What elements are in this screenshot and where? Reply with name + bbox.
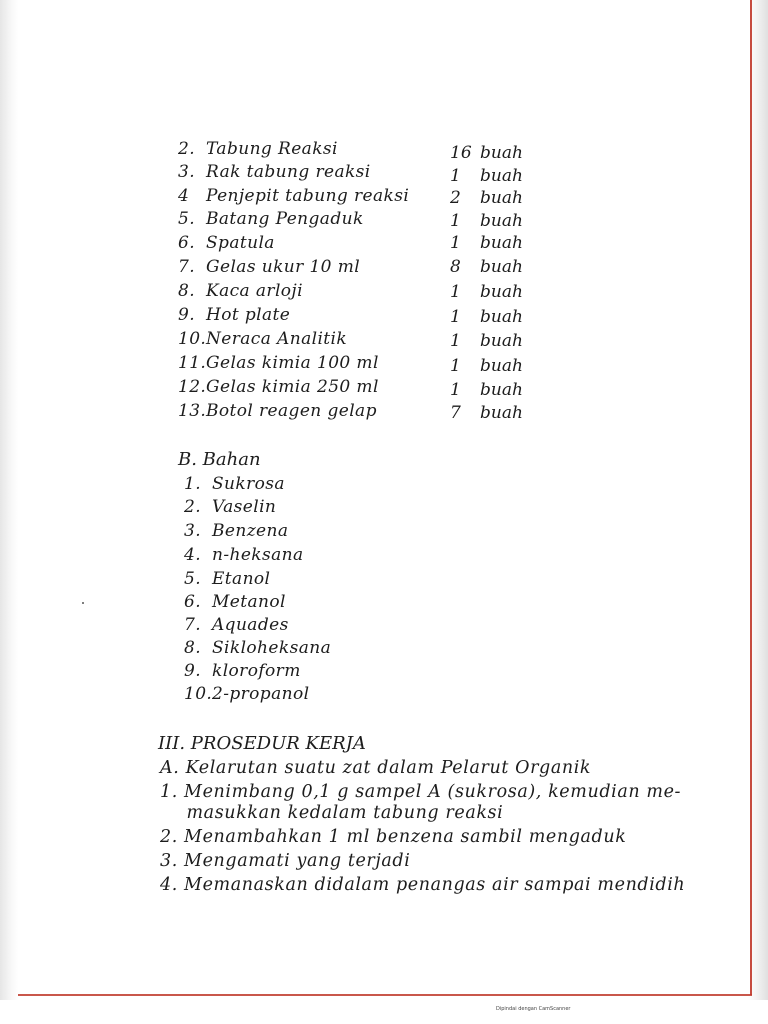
- bahan-item: 8. Sikloheksana: [184, 638, 332, 658]
- alat-qty: 1 buah: [450, 211, 523, 231]
- alat-item: 4 Penjepit tabung reaksi: [178, 186, 410, 206]
- alat-qty: 16 buah: [450, 143, 523, 163]
- alat-qty: 1 buah: [450, 331, 523, 351]
- alat-item: 11.Gelas kimia 100 ml: [178, 353, 379, 373]
- alat-item: 7. Gelas ukur 10 ml: [178, 257, 361, 277]
- alat-qty: 8 buah: [450, 257, 523, 277]
- alat-qty: 1 buah: [450, 307, 523, 327]
- scanner-watermark: Dipindai dengan CamScanner: [496, 1006, 571, 1012]
- prosedur-step: masukkan kedalam tabung reaksi: [168, 803, 504, 823]
- bahan-item: 1. Sukrosa: [184, 474, 285, 494]
- prosedur-step: 4. Memanaskan didalam penangas air sampai mendidih: [160, 875, 686, 895]
- bottom-margin-line: [18, 994, 752, 996]
- bahan-heading: B. Bahan: [178, 449, 261, 470]
- alat-item: 9. Hot plate: [178, 305, 291, 325]
- bahan-item: 3. Benzena: [184, 521, 289, 541]
- alat-qty: 1 buah: [450, 356, 523, 376]
- alat-item: 13.Botol reagen gelap: [178, 401, 377, 421]
- alat-qty: 1 buah: [450, 282, 523, 302]
- bahan-item: 2. Vaselin: [184, 497, 277, 517]
- bahan-item: 9. kloroform: [184, 661, 301, 681]
- alat-qty: 7 buah: [450, 403, 523, 423]
- alat-qty: 2 buah: [450, 188, 523, 208]
- alat-qty: 1 buah: [450, 166, 523, 186]
- prosedur-subheading: A. Kelarutan suatu zat dalam Pelarut Organik: [160, 758, 592, 778]
- bahan-item: 5. Etanol: [184, 569, 271, 589]
- bahan-item: 6. Metanol: [184, 592, 286, 612]
- alat-item: 3. Rak tabung reaksi: [178, 162, 371, 182]
- alat-qty: 1 buah: [450, 380, 523, 400]
- alat-item: 6. Spatula: [178, 233, 275, 253]
- alat-item: 10.Neraca Analitik: [178, 329, 348, 349]
- prosedur-heading: III. PROSEDUR KERJA: [158, 733, 366, 754]
- alat-item: 5. Batang Pengaduk: [178, 209, 364, 229]
- alat-qty: 1 buah: [450, 233, 523, 253]
- bahan-item: 10.2-propanol: [184, 684, 310, 704]
- alat-item: 8. Kaca arloji: [178, 281, 303, 301]
- margin-line: [750, 0, 752, 995]
- bahan-item: 4. n-heksana: [184, 545, 304, 565]
- prosedur-step: 3. Mengamati yang terjadi: [160, 851, 411, 871]
- stray-ink-dot: [82, 602, 84, 604]
- prosedur-step: 1. Menimbang 0,1 g sampel A (sukrosa), kemudian me-: [160, 782, 682, 802]
- scan-edge-left: [0, 0, 18, 1000]
- alat-item: 2. Tabung Reaksi: [178, 139, 338, 159]
- bahan-item: 7. Aquades: [184, 615, 289, 635]
- prosedur-step: 2. Menambahkan 1 ml benzena sambil mengaduk: [160, 827, 627, 847]
- handwritten-page: [18, 0, 750, 995]
- alat-item: 12.Gelas kimia 250 ml: [178, 377, 379, 397]
